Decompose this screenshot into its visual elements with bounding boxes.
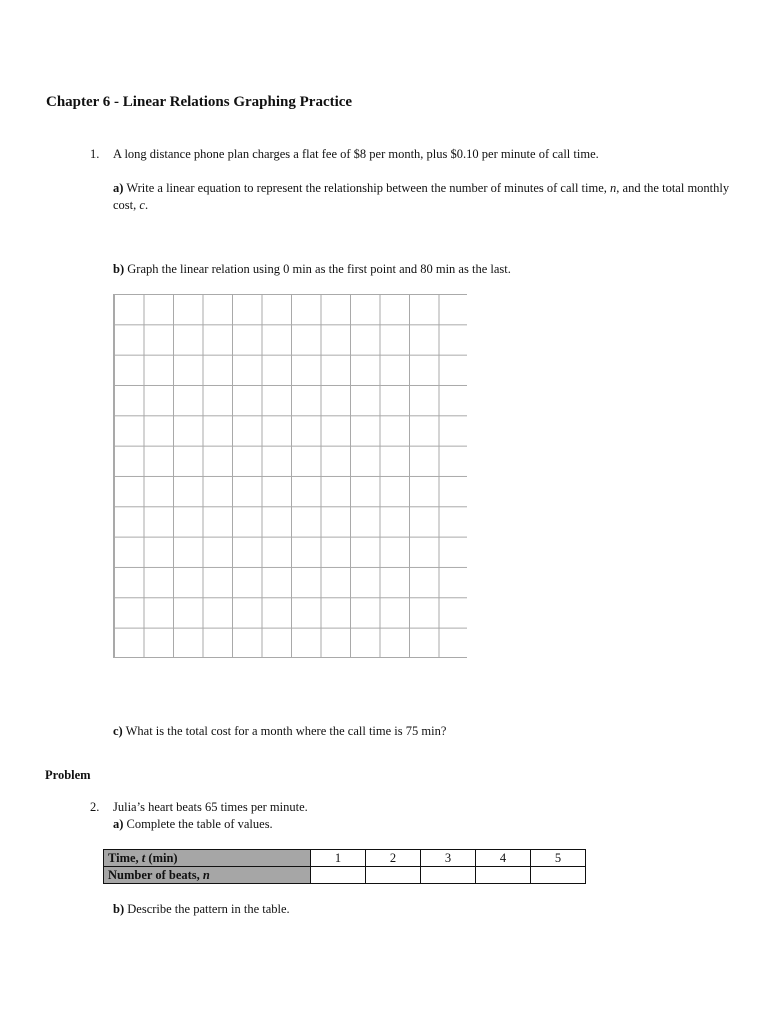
beats-cell[interactable] — [311, 867, 366, 884]
time-cell: 4 — [476, 850, 531, 867]
question-1a — [113, 180, 733, 214]
question-2b-label: b) — [113, 902, 125, 916]
time-header-cell: Time, t (min) — [104, 850, 311, 867]
beats-header-cell: Number of beats, n — [104, 867, 311, 884]
table-of-values — [103, 849, 586, 884]
question-1a-text-3: . — [144, 198, 149, 212]
beats-cell[interactable] — [476, 867, 531, 884]
time-cell: 2 — [366, 850, 421, 867]
question-1a-label: a) — [113, 181, 124, 195]
variable-n: n — [610, 181, 617, 195]
question-1c-label: c) — [113, 724, 123, 738]
beats-cell[interactable] — [531, 867, 586, 884]
question-2-number: 2. — [90, 800, 100, 814]
question-2b-text: Describe the pattern in the table. — [124, 902, 290, 916]
time-cell: 5 — [531, 850, 586, 867]
beats-cell[interactable] — [421, 867, 476, 884]
table-row — [104, 867, 586, 884]
question-2-text: Julia’s heart beats 65 times per minute. — [113, 800, 308, 814]
time-cell: 3 — [421, 850, 476, 867]
question-1b-label: b) — [113, 262, 125, 276]
question-2a — [113, 817, 273, 832]
question-2a-text: Complete the table of values. — [123, 817, 273, 831]
graph-grid — [113, 294, 467, 658]
question-2a-label: a) — [113, 817, 124, 831]
question-1-number: 1. — [90, 147, 100, 161]
time-cell: 1 — [311, 850, 366, 867]
question-1c-text: What is the total cost for a month where the call time is 75 min? — [122, 724, 447, 738]
variable-c: c — [139, 198, 145, 212]
variable-t: t — [141, 850, 146, 865]
question-1-text: A long distance phone plan charges a flat fee of $8 per month, plus $0.10 per minute of call time. — [113, 147, 599, 161]
beats-cell[interactable] — [366, 867, 421, 884]
question-1a-text-2: , and the total monthly cost, — [113, 181, 730, 212]
question-1c — [113, 724, 446, 739]
page-title: Chapter 6 - Linear Relations Graphing Practice — [46, 94, 353, 110]
question-1b-text: Graph the linear relation using 0 min as the first point and 80 min as the last. — [124, 262, 511, 276]
question-1b — [113, 262, 511, 277]
problem-heading: Problem — [45, 768, 91, 782]
question-1a-text-1: Write a linear equation to represent the relationship between the number of minutes of call time, — [123, 181, 611, 195]
table-row — [104, 850, 586, 867]
question-2b — [113, 902, 290, 917]
variable-n: n — [202, 867, 210, 882]
